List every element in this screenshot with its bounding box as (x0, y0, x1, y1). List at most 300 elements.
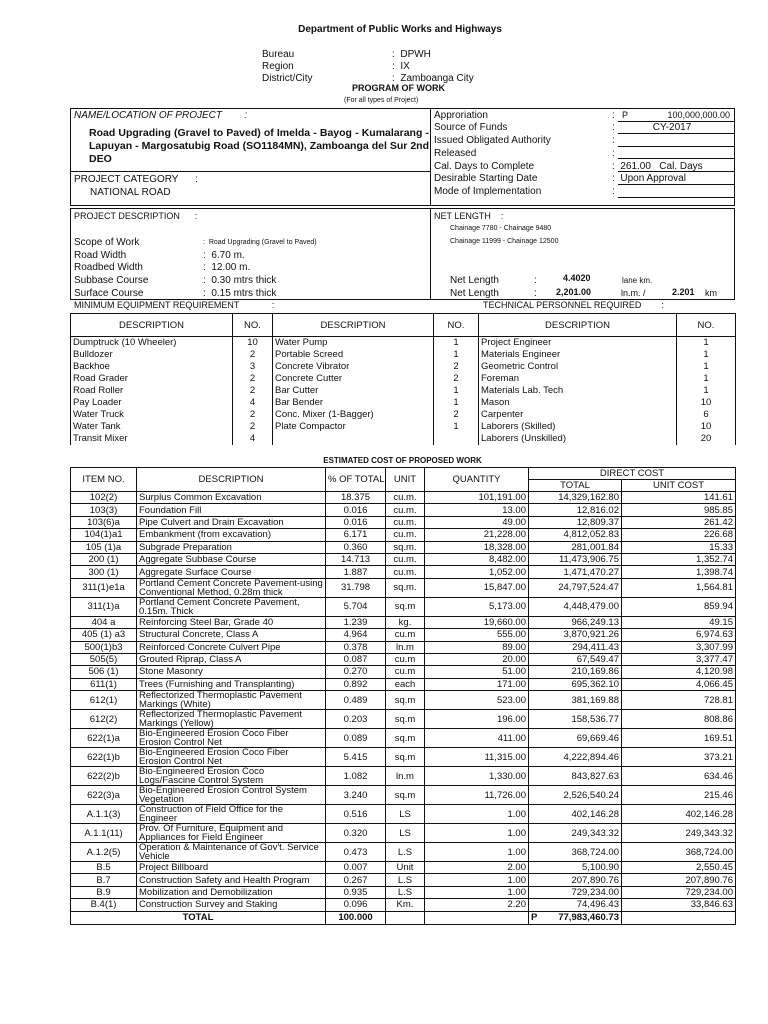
chainage-2: Chainage 11999 - Chainage 12500 (450, 238, 559, 245)
personnel-desc: Mason (479, 397, 677, 409)
pct-of-total: 0.516 (326, 805, 386, 824)
description: Reinforcing Steel Bar, Grade 40 (137, 616, 326, 628)
unit-cost: 49.15 (622, 616, 736, 628)
equip-no: 2 (233, 421, 273, 433)
scope-value: : Road Upgrading (Gravel to Paved) (203, 239, 317, 246)
equipment-title: MINIMUM EQUIPMENT REQUIREMENT : (74, 300, 275, 310)
total-header: TOTAL (529, 480, 622, 492)
cost-row (71, 691, 736, 710)
equipment-row (71, 385, 736, 397)
pct-header: % OF TOTAL (326, 468, 386, 492)
quantity: 11,315.00 (425, 748, 529, 767)
direct-cost-header: DIRECT COST (529, 468, 736, 480)
road-width-label: Road Width (74, 250, 127, 261)
quantity: 18,328.00 (425, 541, 529, 553)
colon: : (534, 288, 537, 299)
equip-no: 1 (434, 337, 479, 349)
cost-row (71, 616, 736, 628)
cost-row (71, 874, 736, 886)
net-length-label: NET LENGTH : (434, 211, 504, 221)
description: Bio-Engineered Erosion Control System Vegetation (137, 786, 326, 805)
unit: L.S (386, 843, 425, 862)
item-no: 102(2) (71, 492, 137, 504)
item-no: 300 (1) (71, 566, 137, 578)
total: 368,724.00 (529, 843, 622, 862)
description: Bio-Engineered Erosion Coco Fiber Erosion Control Net (137, 748, 326, 767)
quantity: 49.00 (425, 516, 529, 528)
desc-header: DESCRIPTION (137, 468, 326, 492)
personnel-no: 1 (677, 373, 736, 385)
unit-cost: 373.21 (622, 748, 736, 767)
bureau-label: Bureau (262, 49, 295, 60)
equip-no: 1 (434, 421, 479, 433)
equip-desc: Road Grader (71, 373, 233, 385)
pct-of-total: 0.473 (326, 843, 386, 862)
item-no: B.9 (71, 886, 137, 898)
unit-cost: 249,343.32 (622, 824, 736, 843)
surface-label: Surface Course (74, 288, 144, 299)
unit-cost: 1,398.74 (622, 566, 736, 578)
total: 843,827.63 (529, 767, 622, 786)
quantity: 89.00 (425, 641, 529, 653)
item-no: 104(1)a1 (71, 529, 137, 541)
quantity: 101,191.00 (425, 492, 529, 504)
pct-of-total: 0.935 (326, 886, 386, 898)
equip-no-header: NO. (233, 314, 273, 337)
equip-desc: Dumptruck (10 Wheeler) (71, 337, 233, 349)
quantity: 19,660.00 (425, 616, 529, 628)
surface-value: : 0.15 mtrs thick (203, 288, 277, 299)
quantity: 1,330.00 (425, 767, 529, 786)
unit-cost: 3,307.99 (622, 641, 736, 653)
unit: kg. (386, 616, 425, 628)
total: 381,169.88 (529, 691, 622, 710)
equip-desc: Water Pump (273, 337, 434, 349)
program-title: PROGRAM OF WORK (352, 83, 445, 93)
unit-cost: 4,066.45 (622, 678, 736, 690)
underline (618, 146, 735, 147)
unit-cost: 634.46 (622, 767, 736, 786)
description: Portland Cement Concrete Pavement, 0.15m. Thick (137, 597, 326, 616)
description: Grouted Riprap, Class A (137, 653, 326, 665)
item-no: A.1.1(11) (71, 824, 137, 843)
equip-desc: Plate Compactor (273, 421, 434, 433)
equip-no: 1 (434, 397, 479, 409)
quantity: 8,482.00 (425, 553, 529, 565)
total: 966,249.13 (529, 616, 622, 628)
net-length-lnm: 2,201.00 (556, 287, 592, 297)
pct-of-total: 1.082 (326, 767, 386, 786)
unit: ln.m (386, 767, 425, 786)
unit: sq.m (386, 729, 425, 748)
total: 14,329,162.80 (529, 492, 622, 504)
unit-cost-header: UNIT COST (622, 480, 736, 492)
days-label: Cal. Days to Complete (434, 161, 535, 172)
total: 67,549.47 (529, 653, 622, 665)
equip-desc: Water Truck (71, 409, 233, 421)
equip-desc: Transit Mixer (71, 433, 233, 445)
equipment-row (71, 373, 736, 385)
equip-desc (273, 433, 434, 445)
equip-desc-header: DESCRIPTION (273, 314, 434, 337)
personnel-no-header: NO. (677, 314, 736, 337)
total: 249,343.32 (529, 824, 622, 843)
description: Structural Concrete, Class A (137, 629, 326, 641)
personnel-no: 1 (677, 361, 736, 373)
quantity: 1.00 (425, 874, 529, 886)
description: Construction Safety and Health Program (137, 874, 326, 886)
equip-no: 2 (233, 373, 273, 385)
description: Prov. Of Furniture, Equipment and Appliances for Field Engineer (137, 824, 326, 843)
item-no: 404 a (71, 616, 137, 628)
item-no: 622(1)a (71, 729, 137, 748)
equipment-row (71, 433, 736, 445)
km-unit: km (705, 288, 717, 298)
total: 24,797,524.47 (529, 578, 622, 597)
item-no: 105 (1)a (71, 541, 137, 553)
qty-header: QUANTITY (425, 468, 529, 492)
item-no: A.1.2(5) (71, 843, 137, 862)
total: 281,001.84 (529, 541, 622, 553)
issued-label: Issued Obligated Authority (434, 135, 551, 146)
pct-of-total: 0.270 (326, 666, 386, 678)
unit: Unit (386, 862, 425, 874)
cost-row (71, 710, 736, 729)
empty-cell (622, 911, 736, 924)
district-label: District/City (262, 73, 313, 84)
quantity: 2.20 (425, 899, 529, 911)
pct-of-total: 1.887 (326, 566, 386, 578)
empty-cell (425, 911, 529, 924)
description: Trees (Furnishing and Transplanting) (137, 678, 326, 690)
district: Zamboanga City (400, 73, 474, 84)
region-value: : IX (392, 61, 410, 72)
quantity: 411.00 (425, 729, 529, 748)
cost-row (71, 666, 736, 678)
equip-desc: Conc. Mixer (1-Bagger) (273, 409, 434, 421)
description: Bio-Engineered Erosion Coco Fiber Erosion Control Net (137, 729, 326, 748)
unit: sq.m. (386, 578, 425, 597)
grand-total: P 77,983,460.73 (529, 911, 622, 924)
item-no: 612(2) (71, 710, 137, 729)
equip-no: 2 (233, 385, 273, 397)
quantity: 1.00 (425, 886, 529, 898)
description-box (70, 208, 735, 300)
item-no: 311(1)a (71, 597, 137, 616)
equip-no: 2 (434, 409, 479, 421)
cost-row (71, 566, 736, 578)
personnel-desc: Project Engineer (479, 337, 677, 349)
quantity: 51.00 (425, 666, 529, 678)
total: 1,471,470.27 (529, 566, 622, 578)
roadbed-value: : 12.00 m. (203, 262, 251, 273)
quantity: 2.00 (425, 862, 529, 874)
item-no: 622(3)a (71, 786, 137, 805)
total: 158,536.77 (529, 710, 622, 729)
equip-desc-header: DESCRIPTION (71, 314, 233, 337)
total: 2,526,540.24 (529, 786, 622, 805)
unit-cost: 728.81 (622, 691, 736, 710)
personnel-desc: Laborers (Unskilled) (479, 433, 677, 445)
description: Construction of Field Office for the Engineer (137, 805, 326, 824)
pct-of-total: 0.489 (326, 691, 386, 710)
cost-row (71, 492, 736, 504)
description: Mobilization and Demobilization (137, 886, 326, 898)
unit-cost: 169.51 (622, 729, 736, 748)
equip-no: 10 (233, 337, 273, 349)
region: IX (400, 61, 410, 72)
lnm-unit: ln.m. / (621, 288, 646, 298)
total: 12,816.02 (529, 504, 622, 516)
equip-desc: Pay Loader (71, 397, 233, 409)
equip-desc: Backhoe (71, 361, 233, 373)
pct-of-total: 14.713 (326, 553, 386, 565)
unit-cost: 729,234.00 (622, 886, 736, 898)
colon: : (612, 122, 615, 133)
equip-desc: Concrete Cutter (273, 373, 434, 385)
cost-row (71, 824, 736, 843)
quantity: 1.00 (425, 843, 529, 862)
currency: P (622, 110, 629, 120)
unit: cu.m (386, 653, 425, 665)
quantity: 1.00 (425, 824, 529, 843)
unit-cost: 402,146.28 (622, 805, 736, 824)
item-no: 611(1) (71, 678, 137, 690)
unit-cost: 33,846.63 (622, 899, 736, 911)
cost-row (71, 516, 736, 528)
released-label: Released (434, 148, 477, 159)
underline (618, 133, 735, 134)
road-width-value: : 6.70 m. (203, 250, 245, 261)
equipment-row (71, 409, 736, 421)
personnel-desc-header: DESCRIPTION (479, 314, 677, 337)
name-label: NAME/LOCATION OF PROJECT : (74, 110, 247, 121)
description: Pipe Culvert and Drain Excavation (137, 516, 326, 528)
personnel-no: 6 (677, 409, 736, 421)
divider (430, 208, 431, 300)
region-label: Region (262, 61, 294, 72)
unit-cost: 368,724.00 (622, 843, 736, 862)
unit: sq.m (386, 748, 425, 767)
total: 695,362.10 (529, 678, 622, 690)
quantity: 5,173.00 (425, 597, 529, 616)
cost-row (71, 886, 736, 898)
total: 12,809.37 (529, 516, 622, 528)
personnel-no: 10 (677, 421, 736, 433)
description: Embankment (from excavation) (137, 529, 326, 541)
equip-no: 1 (434, 385, 479, 397)
colon: : (612, 186, 615, 197)
agency-title: Department of Public Works and Highways (298, 24, 502, 35)
equipment-row (71, 337, 736, 349)
total: 74,496.43 (529, 899, 622, 911)
unit-cost: 1,352.74 (622, 553, 736, 565)
item-no: 200 (1) (71, 553, 137, 565)
scope-label: Scope of Work (74, 237, 140, 248)
bureau-value: : DPWH (392, 49, 431, 60)
unit-cost: 2,550.45 (622, 862, 736, 874)
project-name: Road Upgrading (Gravel to Paved) of Imelda - Bayog - Kumalarang - Lapuyan - Margosatubig Road (SO1184MN), Zamboanga del Sur 2nd DEO (89, 127, 429, 165)
unit-cost: 15.33 (622, 541, 736, 553)
equip-no-header: NO. (434, 314, 479, 337)
bureau: DPWH (400, 49, 431, 60)
cost-row (71, 504, 736, 516)
pct-of-total: 1.239 (326, 616, 386, 628)
cost-row (71, 729, 736, 748)
equip-no: 2 (434, 361, 479, 373)
equip-no: 3 (233, 361, 273, 373)
underline (618, 158, 735, 159)
unit: ln.m (386, 641, 425, 653)
personnel-no: 1 (677, 349, 736, 361)
unit-cost: 6,974.63 (622, 629, 736, 641)
colon: : (534, 275, 537, 286)
equip-no: 4 (233, 397, 273, 409)
personnel-no: 20 (677, 433, 736, 445)
underline (618, 197, 735, 198)
net-length-lane-km: 4.4020 (563, 273, 591, 283)
subbase-label: Subbase Course (74, 275, 149, 286)
days-value: : 261.00 Cal. Days (612, 161, 703, 172)
unit: cu.m. (386, 504, 425, 516)
item-no: 103(3) (71, 504, 137, 516)
item-no: 612(1) (71, 691, 137, 710)
unit: cu.m. (386, 492, 425, 504)
description: Aggregate Surface Course (137, 566, 326, 578)
unit: LS (386, 824, 425, 843)
equip-no: 2 (233, 349, 273, 361)
colon: : (612, 148, 615, 159)
description: Reinforced Concrete Culvert Pipe (137, 641, 326, 653)
description: Foundation Fill (137, 504, 326, 516)
start-label: Desirable Starting Date (434, 173, 538, 184)
pct-of-total: 0.360 (326, 541, 386, 553)
equip-no (434, 433, 479, 445)
equip-desc: Bar Bender (273, 397, 434, 409)
unit-cost: 808.86 (622, 710, 736, 729)
unit-cost: 3,377.47 (622, 653, 736, 665)
unit-cost: 985.85 (622, 504, 736, 516)
appropriation-label: Approriation (434, 110, 488, 121)
source-label: Source of Funds (434, 122, 508, 133)
source-value: CY-2017 (652, 122, 692, 133)
personnel-desc: Materials Engineer (479, 349, 677, 361)
total: 5,100.90 (529, 862, 622, 874)
total: 4,222,894.46 (529, 748, 622, 767)
lane-km-unit: lane km. (622, 276, 653, 285)
unit: each (386, 678, 425, 690)
cost-row (71, 748, 736, 767)
quantity: 196.00 (425, 710, 529, 729)
pct-of-total: 0.267 (326, 874, 386, 886)
item-no: B.7 (71, 874, 137, 886)
unit: cu.m. (386, 566, 425, 578)
pct-of-total: 0.378 (326, 641, 386, 653)
total: 207,890.76 (529, 874, 622, 886)
personnel-desc: Foreman (479, 373, 677, 385)
total: 294,411.43 (529, 641, 622, 653)
quantity: 1,052.00 (425, 566, 529, 578)
unit: sq.m (386, 597, 425, 616)
cost-row (71, 597, 736, 616)
personnel-no: 1 (677, 385, 736, 397)
cost-row (71, 629, 736, 641)
equipment-row (71, 421, 736, 433)
equipment-table (70, 313, 736, 445)
unit: L.S (386, 874, 425, 886)
project-category: NATIONAL ROAD (90, 187, 171, 198)
unit: Km. (386, 899, 425, 911)
quantity: 11,726.00 (425, 786, 529, 805)
pct-of-total: 0.089 (326, 729, 386, 748)
personnel-desc: Laborers (Skilled) (479, 421, 677, 433)
unit: cu.m (386, 666, 425, 678)
unit-cost: 859.94 (622, 597, 736, 616)
description: Aggregate Subbase Course (137, 553, 326, 565)
item-no: B.4(1) (71, 899, 137, 911)
district-value: : Zamboanga City (392, 73, 474, 84)
equip-no: 1 (434, 349, 479, 361)
underline (618, 171, 735, 172)
quantity: 20.00 (425, 653, 529, 665)
cost-row (71, 678, 736, 690)
pct-of-total: 5.704 (326, 597, 386, 616)
program-subtitle: (For all types of Project) (344, 97, 419, 104)
total: 4,448,479.00 (529, 597, 622, 616)
equipment-row (71, 397, 736, 409)
cost-row (71, 862, 736, 874)
quantity: 1.00 (425, 805, 529, 824)
equip-desc: Road Roller (71, 385, 233, 397)
appropriation-value: 100,000,000.00 (667, 110, 730, 120)
equip-desc: Bulldozer (71, 349, 233, 361)
pct-of-total: 0.096 (326, 899, 386, 911)
description: Reflectorized Thermoplastic Pavement Markings (Yellow) (137, 710, 326, 729)
equip-no: 4 (233, 433, 273, 445)
divider (430, 108, 431, 206)
description: Reflectorized Thermoplastic Pavement Markings (White) (137, 691, 326, 710)
unit-cost: 261.42 (622, 516, 736, 528)
pct-of-total: 18.375 (326, 492, 386, 504)
unit: sq.m. (386, 541, 425, 553)
net-length-km: 2.201 (672, 287, 695, 297)
total-pct: 100.000 (326, 911, 386, 924)
unit-cost: 1,564.81 (622, 578, 736, 597)
mode-label: Mode of Implementation (434, 186, 542, 197)
pct-of-total: 31.798 (326, 578, 386, 597)
quantity: 555.00 (425, 629, 529, 641)
net-length-lane-label: Net Length (450, 275, 499, 286)
empty-cell (386, 911, 425, 924)
cost-table (70, 467, 736, 925)
description: Project Billboard (137, 862, 326, 874)
description: Subgrade Preparation (137, 541, 326, 553)
total: 11,473,906.75 (529, 553, 622, 565)
pct-of-total: 0.016 (326, 516, 386, 528)
item-no: 500(1)b3 (71, 641, 137, 653)
total-label: TOTAL (71, 911, 326, 924)
personnel-title: TECHNICAL PERSONNEL REQUIRED : (483, 300, 664, 310)
personnel-desc: Geometric Control (479, 361, 677, 373)
total: 4,812,052.83 (529, 529, 622, 541)
total: 402,146.28 (529, 805, 622, 824)
cost-row (71, 529, 736, 541)
cost-row (71, 553, 736, 565)
item-no: B.5 (71, 862, 137, 874)
unit-cost: 4,120.98 (622, 666, 736, 678)
description: Bio-Engineered Erosion Coco Logs/Fascine Control System (137, 767, 326, 786)
colon: : (612, 110, 615, 121)
